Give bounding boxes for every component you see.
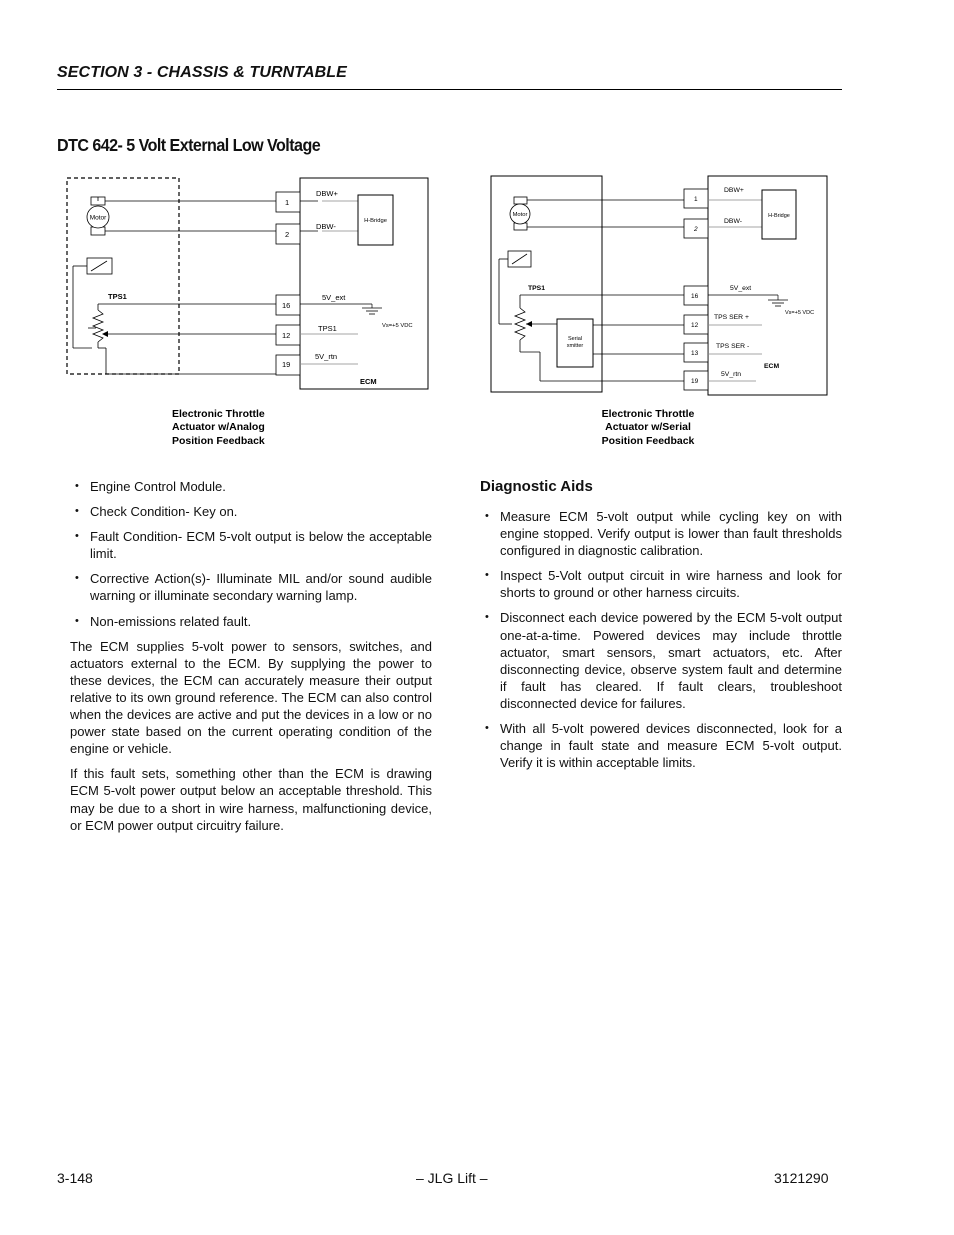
list-item: • Inspect 5-Volt output circuit in wire harness and look for shorts to ground or other harness circuits. — [480, 567, 842, 601]
serial-throttle-diagram — [488, 174, 832, 398]
diagnostic-aids-heading: Diagnostic Aids — [480, 478, 593, 495]
signal-label: DBW+ — [316, 189, 338, 198]
supply-label: Vs=+5 VDC — [785, 310, 815, 316]
pin-label: 16 — [282, 301, 291, 310]
pin-label: 19 — [282, 360, 291, 369]
pin-label: 2 — [694, 226, 698, 233]
pin-label: 1 — [285, 198, 290, 207]
serial-xmitter-label: Serial — [567, 336, 583, 342]
actuator-boundary — [67, 178, 179, 374]
motor-label: Motor — [512, 212, 528, 218]
list-item: • Corrective Action(s)- Illuminate MIL and/or sound audible warning or illuminate secondary warning lamp. — [70, 570, 432, 604]
left-column — [70, 478, 432, 842]
condition-list — [70, 478, 432, 630]
signal-label: 5V_rtn — [721, 371, 742, 378]
diagram-caption-left: Electronic Throttle Actuator w/Analog Position Feedback — [172, 408, 265, 447]
signal-label: TPS SER - — [716, 343, 750, 350]
signal-label: DBW- — [316, 222, 336, 231]
list-item: • Disconnect each device powered by the ECM 5-volt output one-at-a-time. Powered devices may include throttle actuator, smart sensors, smart actuators, etc. After disconnecting device, observe system fault and determine if fault has cleared. If fault clears, troubleshoot disconnected device for failures. — [480, 609, 842, 712]
analog-throttle-diagram — [60, 170, 440, 395]
serial-xmitter-label: xmitter — [566, 343, 584, 349]
signal-label: DBW- — [724, 218, 742, 225]
page-number: 3-148 — [57, 1170, 93, 1186]
header-rule — [57, 89, 842, 90]
motor-label: Motor — [89, 214, 107, 222]
paragraph: If this fault sets, something other than the ECM is drawing ECM 5-volt power output below an acceptable threshold. This may be due to a short in wire harness, malfunctioning device, or ECM power output circuitry failure. — [70, 766, 432, 833]
pin-label: 16 — [691, 293, 699, 300]
supply-label: Vs=+5 VDC — [382, 323, 413, 329]
signal-label: TPS SER + — [714, 314, 749, 321]
pin-label: 12 — [691, 322, 699, 329]
diagnostic-list — [480, 508, 842, 771]
h-bridge-label: H-Bridge — [364, 218, 387, 224]
signal-label: 5V_ext — [730, 285, 752, 292]
pin-label: 2 — [285, 230, 290, 239]
motor-terminal-top — [514, 197, 527, 204]
list-item: • Engine Control Module. — [70, 478, 432, 495]
list-item: • With all 5-volt powered devices disconnected, look for a change in fault state and measure ECM 5-volt output. Verify it is within acceptable limits. — [480, 720, 842, 771]
pin-label: 19 — [691, 378, 699, 385]
signal-label: 5V_rtn — [315, 352, 338, 361]
tps-resistor-icon — [515, 308, 525, 340]
list-item: • Measure ECM 5-volt output while cycling key on with engine stopped. Verify output is lower than fault thresholds configured in diagnostic calibration. — [480, 508, 842, 559]
ecm-label: ECM — [764, 363, 780, 370]
list-item: • Check Condition- Key on. — [70, 503, 432, 520]
tps-label: TPS1 — [108, 292, 127, 301]
pin-label: 1 — [694, 196, 698, 203]
document-number: 3121290 — [774, 1170, 829, 1186]
pin-label: 12 — [282, 331, 291, 340]
paragraph: The ECM supplies 5-volt power to sensors, switches, and actuators external to the ECM. By supplying the power to these devices, the ECM can accurately measure their output relative to its own ground reference. The ECM can also control when the devices are active and put the devices in a low or no power state based on the current operating condition of the engine or vehicle. — [70, 638, 432, 757]
list-item: • Fault Condition- ECM 5-volt output is below the acceptable limit. — [70, 528, 432, 562]
h-bridge-label: H-Bridge — [768, 213, 790, 219]
diagram-caption-right: Electronic Throttle Actuator w/Serial Position Feedback — [601, 408, 695, 447]
section-header: SECTION 3 - CHASSIS & TURNTABLE — [57, 64, 347, 81]
footer-brand: – JLG Lift – — [416, 1170, 488, 1186]
signal-label: 5V_ext — [322, 293, 346, 302]
ecm-label: ECM — [360, 377, 377, 386]
pin-label: 13 — [691, 350, 699, 357]
signal-label: DBW+ — [724, 187, 744, 194]
right-column — [480, 508, 842, 779]
page-title: DTC 642- 5 Volt External Low Voltage — [57, 135, 321, 155]
signal-label: TPS1 — [318, 324, 337, 333]
tps-resistor-icon — [93, 310, 103, 342]
tps-label: TPS1 — [528, 285, 545, 292]
list-item: • Non-emissions related fault. — [70, 613, 432, 630]
